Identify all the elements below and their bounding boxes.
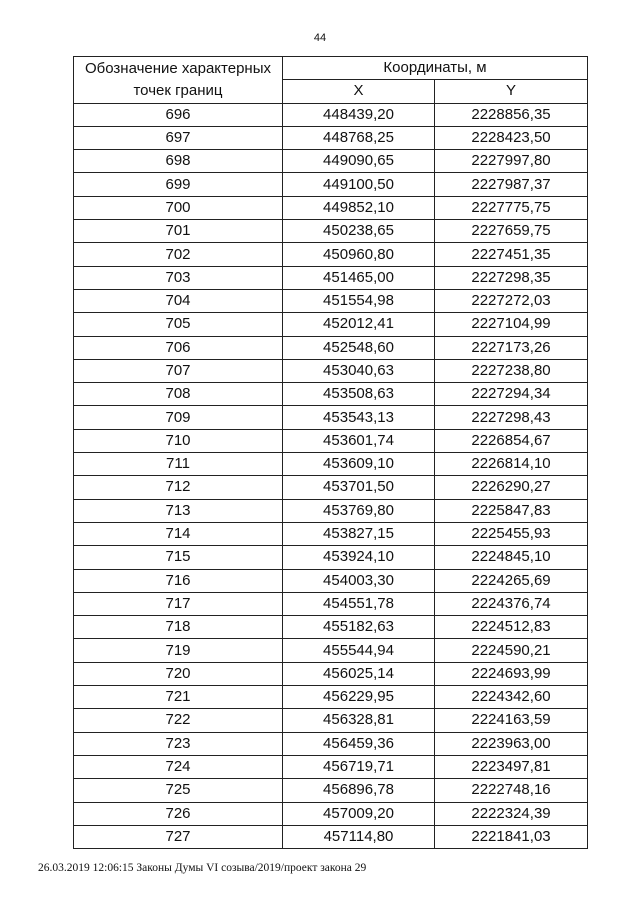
table-row	[74, 569, 588, 592]
cell-point: 721	[74, 686, 283, 709]
table-row	[74, 453, 588, 476]
table-row	[74, 686, 588, 709]
table-row	[74, 126, 588, 149]
cell-point: 722	[74, 709, 283, 732]
cell-y: 2224512,83	[435, 616, 588, 639]
cell-y: 2227659,75	[435, 220, 588, 243]
table-row	[74, 825, 588, 848]
page-number: 44	[313, 32, 327, 44]
cell-x: 452012,41	[283, 313, 435, 336]
cell-y: 2228423,50	[435, 126, 588, 149]
cell-x: 457009,20	[283, 802, 435, 825]
table-row	[74, 150, 588, 173]
cell-y: 2226290,27	[435, 476, 588, 499]
cell-y: 2223963,00	[435, 732, 588, 755]
cell-x: 449090,65	[283, 150, 435, 173]
cell-y: 2226854,67	[435, 429, 588, 452]
table-row	[74, 429, 588, 452]
header-coordinates: Координаты, м	[283, 57, 588, 80]
cell-x: 448439,20	[283, 103, 435, 126]
table-body	[74, 103, 588, 849]
table-row	[74, 173, 588, 196]
cell-x: 457114,80	[283, 825, 435, 848]
cell-point: 714	[74, 522, 283, 545]
cell-point: 699	[74, 173, 283, 196]
cell-y: 2221841,03	[435, 825, 588, 848]
cell-point: 696	[74, 103, 283, 126]
table-row	[74, 220, 588, 243]
cell-point: 712	[74, 476, 283, 499]
cell-x: 456328,81	[283, 709, 435, 732]
header-y: Y	[435, 80, 588, 103]
cell-y: 2224265,69	[435, 569, 588, 592]
table-row	[74, 522, 588, 545]
cell-x: 455182,63	[283, 616, 435, 639]
cell-x: 453924,10	[283, 546, 435, 569]
cell-point: 723	[74, 732, 283, 755]
cell-y: 2224376,74	[435, 592, 588, 615]
cell-y: 2225847,83	[435, 499, 588, 522]
cell-x: 454551,78	[283, 592, 435, 615]
cell-point: 719	[74, 639, 283, 662]
table-row	[74, 289, 588, 312]
cell-point: 726	[74, 802, 283, 825]
cell-y: 2228856,35	[435, 103, 588, 126]
coordinates-table	[73, 56, 588, 849]
table-row	[74, 476, 588, 499]
cell-y: 2227294,34	[435, 383, 588, 406]
cell-point: 724	[74, 755, 283, 778]
cell-y: 2224693,99	[435, 662, 588, 685]
cell-point: 711	[74, 453, 283, 476]
cell-x: 453609,10	[283, 453, 435, 476]
cell-x: 456896,78	[283, 779, 435, 802]
cell-x: 453827,15	[283, 522, 435, 545]
cell-x: 453508,63	[283, 383, 435, 406]
cell-point: 710	[74, 429, 283, 452]
cell-y: 2227997,80	[435, 150, 588, 173]
table-row	[74, 802, 588, 825]
cell-y: 2227298,43	[435, 406, 588, 429]
table-row	[74, 313, 588, 336]
cell-point: 708	[74, 383, 283, 406]
cell-x: 450960,80	[283, 243, 435, 266]
cell-x: 456229,95	[283, 686, 435, 709]
cell-point: 715	[74, 546, 283, 569]
cell-y: 2225455,93	[435, 522, 588, 545]
cell-point: 713	[74, 499, 283, 522]
table-row	[74, 406, 588, 429]
cell-x: 456025,14	[283, 662, 435, 685]
cell-x: 451554,98	[283, 289, 435, 312]
cell-y: 2222324,39	[435, 802, 588, 825]
cell-y: 2227298,35	[435, 266, 588, 289]
cell-point: 709	[74, 406, 283, 429]
table-row	[74, 779, 588, 802]
table-row	[74, 383, 588, 406]
cell-y: 2227238,80	[435, 359, 588, 382]
cell-x: 456459,36	[283, 732, 435, 755]
cell-x: 453769,80	[283, 499, 435, 522]
cell-point: 706	[74, 336, 283, 359]
cell-point: 700	[74, 196, 283, 219]
table-row	[74, 616, 588, 639]
cell-x: 453601,74	[283, 429, 435, 452]
cell-y: 2226814,10	[435, 453, 588, 476]
cell-point: 718	[74, 616, 283, 639]
cell-y: 2223497,81	[435, 755, 588, 778]
cell-y: 2227987,37	[435, 173, 588, 196]
cell-point: 698	[74, 150, 283, 173]
cell-y: 2224845,10	[435, 546, 588, 569]
cell-y: 2227173,26	[435, 336, 588, 359]
table-row	[74, 732, 588, 755]
table-row	[74, 266, 588, 289]
cell-x: 453543,13	[283, 406, 435, 429]
table-row	[74, 336, 588, 359]
table-row	[74, 359, 588, 382]
table-row	[74, 196, 588, 219]
table-row	[74, 546, 588, 569]
cell-x: 452548,60	[283, 336, 435, 359]
cell-x: 456719,71	[283, 755, 435, 778]
cell-x: 455544,94	[283, 639, 435, 662]
cell-point: 705	[74, 313, 283, 336]
cell-y: 2224342,60	[435, 686, 588, 709]
cell-y: 2224163,59	[435, 709, 588, 732]
cell-point: 697	[74, 126, 283, 149]
cell-x: 449852,10	[283, 196, 435, 219]
cell-point: 702	[74, 243, 283, 266]
cell-x: 453701,50	[283, 476, 435, 499]
table-row	[74, 709, 588, 732]
cell-y: 2227272,03	[435, 289, 588, 312]
cell-y: 2227451,35	[435, 243, 588, 266]
cell-x: 454003,30	[283, 569, 435, 592]
table-row	[74, 592, 588, 615]
cell-point: 717	[74, 592, 283, 615]
cell-point: 704	[74, 289, 283, 312]
cell-point: 720	[74, 662, 283, 685]
table-row	[74, 662, 588, 685]
table-row	[74, 103, 588, 126]
cell-point: 725	[74, 779, 283, 802]
cell-y: 2222748,16	[435, 779, 588, 802]
cell-y: 2224590,21	[435, 639, 588, 662]
cell-x: 453040,63	[283, 359, 435, 382]
cell-x: 449100,50	[283, 173, 435, 196]
cell-x: 450238,65	[283, 220, 435, 243]
header-x: X	[283, 80, 435, 103]
table-row	[74, 243, 588, 266]
cell-point: 716	[74, 569, 283, 592]
table-row	[74, 499, 588, 522]
header-point: Обозначение характерных точек границ	[74, 57, 283, 104]
cell-point: 727	[74, 825, 283, 848]
table-row	[74, 755, 588, 778]
footer-stamp: 26.03.2019 12:06:15 Законы Думы VI созыва/2019/проект закона 29	[38, 862, 367, 874]
cell-x: 448768,25	[283, 126, 435, 149]
cell-x: 451465,00	[283, 266, 435, 289]
cell-point: 701	[74, 220, 283, 243]
cell-y: 2227775,75	[435, 196, 588, 219]
table-row	[74, 639, 588, 662]
cell-point: 703	[74, 266, 283, 289]
cell-point: 707	[74, 359, 283, 382]
cell-y: 2227104,99	[435, 313, 588, 336]
